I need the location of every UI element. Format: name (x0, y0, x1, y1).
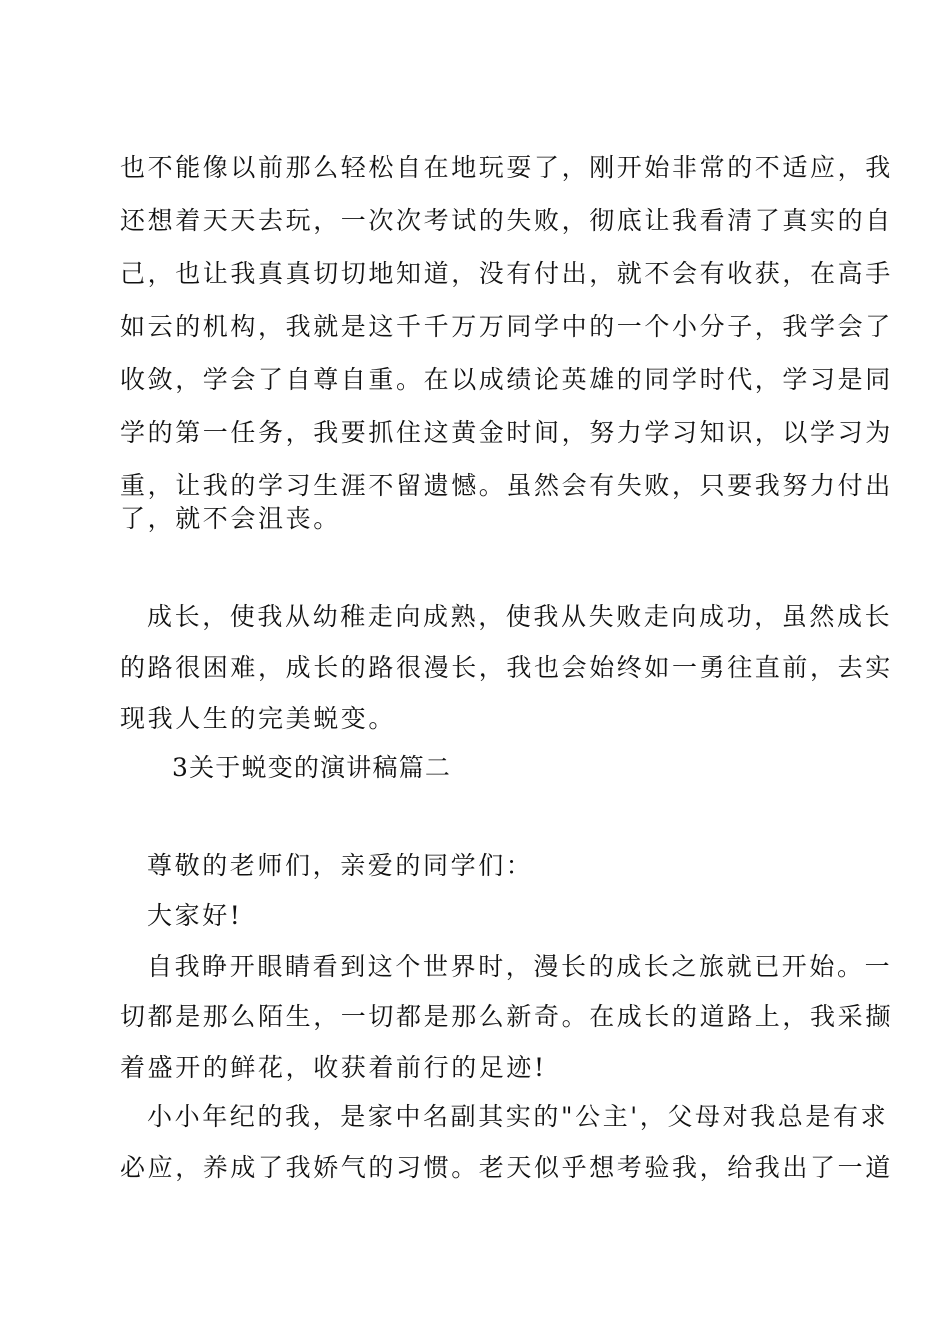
paragraph-line: 也不能像以前那么轻松自在地玩耍了，刚开始非常的不适应，我 (120, 153, 893, 182)
paragraph-line: 学的第一任务，我要抓住这黄金时间，努力学习知识，以学习为 (120, 418, 893, 447)
paragraph-line: 切都是那么陌生，一切都是那么新奇。在成长的道路上，我采撷 (120, 1002, 893, 1031)
paragraph-line: 现我人生的完美蜕变。 (120, 704, 397, 733)
paragraph-line: 必应，养成了我娇气的习惯。老天似乎想考验我，给我出了一道 (120, 1153, 893, 1182)
paragraph-line: 如云的机构，我就是这千千万万同学中的一个小分子，我学会了 (120, 312, 893, 341)
paragraph-line: 重，让我的学习生涯不留遗憾。虽然会有失败，只要我努力付出 (120, 471, 893, 500)
paragraph-line: 小小年纪的我，是家中名副其实的"公主'，父母对我总是有求 (147, 1102, 889, 1131)
section-heading: 3关于蜕变的演讲稿篇二 (172, 753, 452, 782)
paragraph-line: 自我睁开眼睛看到这个世界时，漫长的成长之旅就已开始。一 (147, 952, 893, 981)
paragraph-line: 成长，使我从幼稚走向成熟，使我从失败走向成功，虽然成长 (147, 602, 893, 631)
paragraph-line: 的路很困难，成长的路很漫长，我也会始终如一勇往直前，去实 (120, 653, 893, 682)
greeting-line: 尊敬的老师们，亲爱的同学们： (147, 851, 534, 880)
paragraph-line: 还想着天天去玩，一次次考试的失败，彻底让我看清了真实的自 (120, 206, 893, 235)
paragraph-line: 己，也让我真真切切地知道，没有付出，就不会有收获，在高手 (120, 259, 893, 288)
hello-line: 大家好! (147, 901, 243, 930)
paragraph-line: 着盛开的鲜花，收获着前行的足迹! (120, 1053, 547, 1082)
paragraph-line: 收敛，学会了自尊自重。在以成绩论英雄的同学时代，学习是同 (120, 365, 893, 394)
paragraph-line: 了，就不会沮丧。 (120, 504, 341, 533)
